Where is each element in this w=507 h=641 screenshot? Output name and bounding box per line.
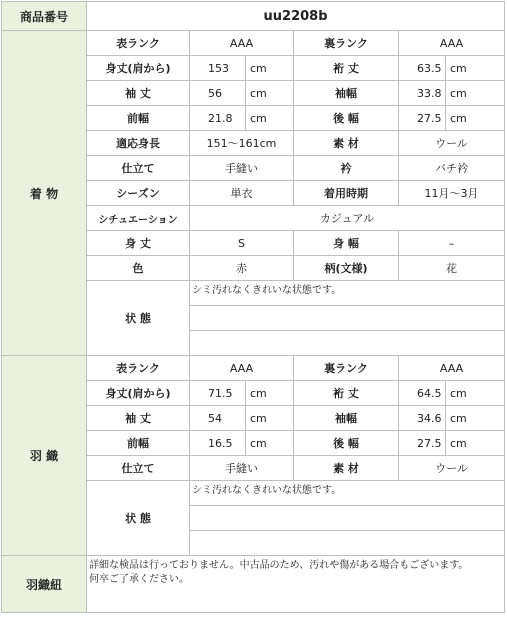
unit: cm (246, 106, 294, 131)
kimono-wear-label: 着用時期 (294, 181, 399, 206)
haori-ushirohaba: 27.5 (399, 431, 446, 456)
kimono-season-label: シーズン (87, 181, 190, 206)
kimono-sodehaba: 33.8 (399, 81, 446, 106)
kimono-tailoring: 手縫い (190, 156, 294, 181)
haori-sodehaba-label: 袖幅 (294, 406, 399, 431)
unit: cm (246, 406, 294, 431)
haori-yuki: 64.5 (399, 381, 446, 406)
kimono-sodetake-label: 袖 丈 (87, 81, 190, 106)
kimono-pattern-label: 柄(文様) (294, 256, 399, 281)
kimono-condition-label: 状 態 (87, 281, 190, 356)
haori-material-label: 素 材 (294, 456, 399, 481)
unit: cm (446, 81, 505, 106)
kimono-season: 単衣 (190, 181, 294, 206)
blank-row (190, 306, 505, 331)
haori-maehaba-label: 前幅 (87, 431, 190, 456)
kimono-situation-label: シチュエーション (87, 206, 190, 231)
haori-sodetake: 54 (190, 406, 246, 431)
kimono-sodehaba-label: 袖幅 (294, 81, 399, 106)
haori-mitake-label: 身丈(肩から) (87, 381, 190, 406)
kimono-color: 赤 (190, 256, 294, 281)
haori-tailoring: 手縫い (190, 456, 294, 481)
kimono-material: ウール (399, 131, 505, 156)
haori-condition-label: 状 態 (87, 481, 190, 556)
haori-mitake: 71.5 (190, 381, 246, 406)
kimono-situation: カジュアル (190, 206, 505, 231)
haori-ura-rank: AAA (399, 356, 505, 381)
kimono-mihaba: – (399, 231, 505, 256)
unit: cm (446, 56, 505, 81)
unit: cm (446, 406, 505, 431)
kimono-sodetake: 56 (190, 81, 246, 106)
kimono-ura-rank-label: 裏ランク (294, 31, 399, 56)
haori-condition: シミ汚れなくきれいな状態です。 (190, 481, 505, 506)
kimono-size-label: 身 丈 (87, 231, 190, 256)
kimono-maehaba: 21.8 (190, 106, 246, 131)
kimono-size: S (190, 231, 294, 256)
haori-omote-rank-label: 表ランク (87, 356, 190, 381)
kimono-condition: シミ汚れなくきれいな状態です。 (190, 281, 505, 306)
kimono-pattern: 花 (399, 256, 505, 281)
blank-row (190, 506, 505, 531)
kimono-height: 151〜161cm (190, 131, 294, 156)
kimono-mitake: 153 (190, 56, 246, 81)
kimono-ushirohaba: 27.5 (399, 106, 446, 131)
kimono-ushirohaba-label: 後 幅 (294, 106, 399, 131)
kimono-maehaba-label: 前幅 (87, 106, 190, 131)
product-spec-table (1, 1, 505, 613)
kimono-color-label: 色 (87, 256, 190, 281)
kimono-material-label: 素 材 (294, 131, 399, 156)
haori-ura-rank-label: 裏ランク (294, 356, 399, 381)
kimono-mihaba-label: 身 幅 (294, 231, 399, 256)
unit: cm (446, 106, 505, 131)
haori-ushirohaba-label: 後 幅 (294, 431, 399, 456)
haori-yuki-label: 裄 丈 (294, 381, 399, 406)
kimono-section-label: 着 物 (2, 31, 87, 356)
kimono-yuki-label: 裄 丈 (294, 56, 399, 81)
disclaimer-line-1: 詳細な検品は行っておりません。中古品のため、汚れや傷がある場合もございます。 (89, 560, 469, 571)
haori-tailoring-label: 仕立て (87, 456, 190, 481)
haori-maehaba: 16.5 (190, 431, 246, 456)
kimono-height-label: 適応身長 (87, 131, 190, 156)
kimono-ura-rank: AAA (399, 31, 505, 56)
unit: cm (246, 81, 294, 106)
haori-omote-rank: AAA (190, 356, 294, 381)
kimono-mitake-label: 身丈(肩から) (87, 56, 190, 81)
disclaimer-line-2: 何卒ご了承ください。 (89, 574, 189, 585)
kimono-yuki: 63.5 (399, 56, 446, 81)
kimono-collar: バチ衿 (399, 156, 505, 181)
disclaimer (87, 556, 505, 613)
product-id: uu2208b (87, 2, 505, 31)
kimono-omote-rank-label: 表ランク (87, 31, 190, 56)
kimono-omote-rank: AAA (190, 31, 294, 56)
unit: cm (246, 56, 294, 81)
haori-sodetake-label: 袖 丈 (87, 406, 190, 431)
blank-row (190, 331, 505, 356)
haori-section-label: 羽 織 (2, 356, 87, 556)
product-number-label: 商品番号 (2, 2, 87, 31)
unit: cm (446, 431, 505, 456)
kimono-tailoring-label: 仕立て (87, 156, 190, 181)
unit: cm (246, 381, 294, 406)
haori-himo-label: 羽織紐 (2, 556, 87, 613)
unit: cm (246, 431, 294, 456)
blank-row (190, 531, 505, 556)
kimono-collar-label: 衿 (294, 156, 399, 181)
kimono-wear: 11月〜3月 (399, 181, 505, 206)
unit: cm (446, 381, 505, 406)
haori-sodehaba: 34.6 (399, 406, 446, 431)
haori-material: ウール (399, 456, 505, 481)
